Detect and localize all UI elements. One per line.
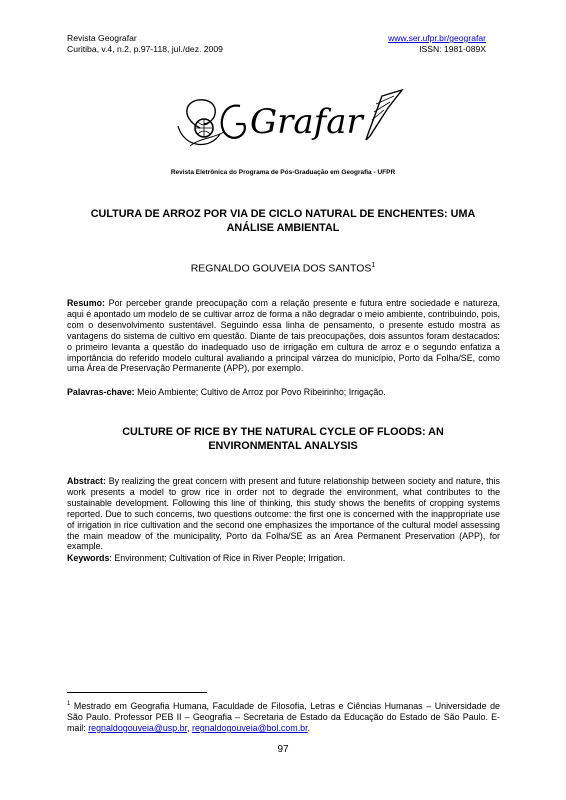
keywords-text: : Environment; Cultivation of Rice in River People; Irrigation. xyxy=(109,553,346,563)
footnote xyxy=(67,699,500,734)
journal-name: Revista Geografar xyxy=(67,33,137,43)
abstract-label: Abstract: xyxy=(67,476,106,486)
resumo-text: Por perceber grande preocupação com a relação presente e futura entre sociedade e natureza, aqui é apontado um modelo de se cultivar arroz de forma a não degradar o meio ambiente, contribuindo, pois, com o desenvolvimento sustentável. Seguindo essa linha de pensamento, o presente estudo mostra as vantagens do sistema de cultivo em questão. Diante de tais preocupações, dois assuntos foram destacados: o primeiro levanta a questão do inadequado uso de irrigação em cultura de arroz e o segundo enfatiza a importância do referido modelo cultural avaliando a principal várzea do município, Porto da Folha/SE, como uma Área de Preservação Permanente (APP), por exemplo. xyxy=(67,298,500,374)
abstract-text: By realizing the great concern with present and future relationship between society and nature, this work presents a model to grow rice in order not to degrade the environment, what contributes to the sustainable development. Following this line of thinking, this study shows the benefits of cropping systems reported. Due to such concerns, two questions outcome: the first one is concerned with the inappropriate use of irrigation in rice cultivation and the second one emphasizes the importance of the cultural model assessing the main meadow of the municipality, Porto da Folha/SE as an Area Permanent Preservation (APP), for example. xyxy=(67,476,500,552)
palavras-chave-label: Palavras-chave: xyxy=(67,387,135,397)
article-title-en xyxy=(70,425,496,453)
footnote-separator: , xyxy=(187,722,192,733)
article-title-pt-line1: CULTURA DE ARROZ POR VIA DE CICLO NATURAL DE ENCHENTES: UMA xyxy=(90,208,476,220)
footnote-mark: 1 xyxy=(67,701,71,707)
article-title-en-line1: CULTURE OF RICE BY THE NATURAL CYCLE OF FLOODS: AN xyxy=(122,426,444,438)
geografar-logo xyxy=(170,88,410,160)
article-title-pt-line2: ANÁLISE AMBIENTAL xyxy=(226,222,340,234)
abstract-paragraph xyxy=(67,476,500,552)
logo-wordmark: Grafar xyxy=(250,102,363,142)
email-link-bol[interactable]: regnaldogouveia@bol.com.br xyxy=(191,722,308,733)
logo-caption: Revista Eletrônica do Programa de Pós-Graduação em Geografia - UFPR xyxy=(170,169,396,176)
footnote-text: Mestrado em Geografia Humana, Faculdade de Filosofia, Letras e Ciências Humanas – Universidade de São Paulo. Professor PEB II – Geografia – Secretaria de Estado da Educação do Estado de São Paulo. E-mail: xyxy=(67,700,500,733)
journal-issn: ISSN: 1981-089X xyxy=(419,44,486,54)
keywords-label: Keywords xyxy=(67,553,110,563)
journal-url-link[interactable]: www.ser.ufpr.br/geografar xyxy=(388,33,486,43)
palavras-chave-text: Meio Ambiente; Cultivo de Arroz por Povo Ribeirinho; Irrigação. xyxy=(137,387,386,397)
footnote-divider xyxy=(67,692,207,693)
author-name xyxy=(0,262,566,275)
journal-header-right xyxy=(388,33,486,55)
page-number: 97 xyxy=(277,744,289,755)
keywords-paragraph xyxy=(67,553,500,564)
palavras-chave-paragraph xyxy=(67,387,500,398)
author-footnote-mark: 1 xyxy=(371,262,376,269)
footnote-end: . xyxy=(307,722,311,733)
journal-header-left xyxy=(67,33,223,55)
author-name-text: REGNALDO GOUVEIA DOS SANTOS xyxy=(190,262,372,275)
resumo-label: Resumo: xyxy=(67,298,105,308)
resumo-paragraph xyxy=(67,298,500,374)
article-title-en-line2: ENVIRONMENTAL ANALYSIS xyxy=(208,440,358,452)
email-link-usp[interactable]: regnaldogouveia@usp.br xyxy=(88,722,188,733)
journal-citation: Curitiba, v.4, n.2, p.97-118, jul./dez. 2009 xyxy=(67,44,223,54)
article-title-pt xyxy=(70,207,496,235)
